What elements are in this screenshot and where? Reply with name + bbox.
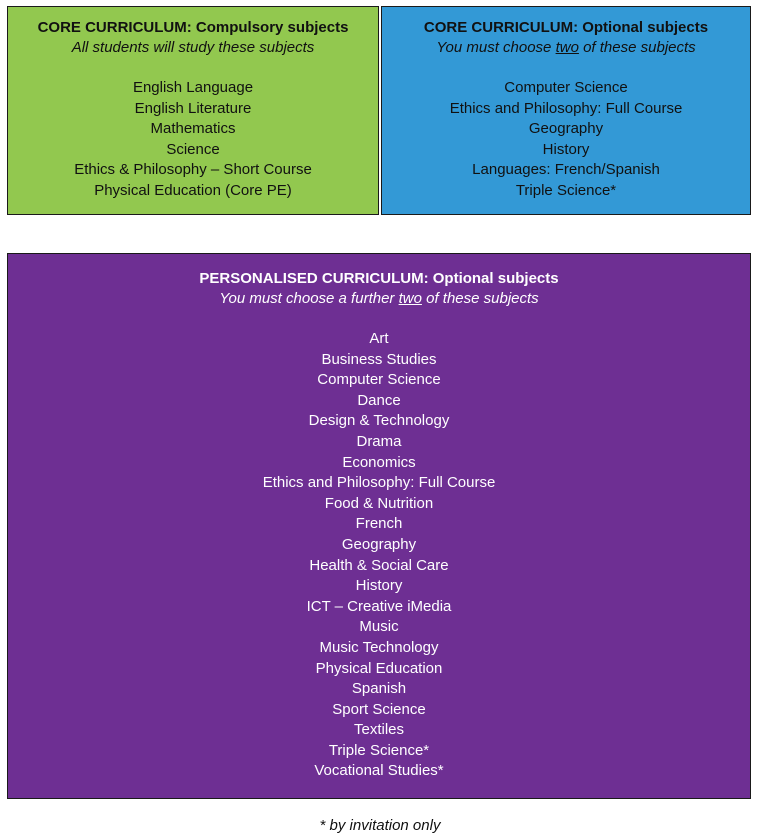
- subject-item: Economics: [342, 453, 416, 471]
- personalised-optional-subject-list: [8, 329, 750, 782]
- subject-item: Textiles: [353, 721, 405, 739]
- subject-item: Triple Science*: [515, 181, 617, 199]
- core-optional-subject-list: [382, 78, 750, 201]
- subject-item: Ethics & Philosophy – Short Course: [74, 161, 312, 178]
- core-compulsory-subtitle: All students will study these subjects: [71, 39, 315, 56]
- subject-item: Vocational Studies*: [314, 762, 444, 780]
- subject-item: History: [542, 140, 590, 158]
- subject-item: Dance: [357, 391, 401, 409]
- subject-item: Languages: French/Spanish: [472, 161, 660, 178]
- subject-item: Design & Technology: [308, 412, 450, 430]
- subject-item: Art: [369, 330, 389, 347]
- subject-item: Sport Science: [332, 700, 426, 718]
- core-compulsory-title: CORE CURRICULUM: Compulsory subjects: [37, 19, 349, 36]
- subject-item: Drama: [356, 432, 402, 450]
- subject-item: History: [355, 577, 403, 595]
- core-optional-title: CORE CURRICULUM: Optional subjects: [423, 19, 709, 36]
- subject-item: Geography: [528, 120, 604, 137]
- personalised-optional-subtitle: You must choose a further two of these subjects: [219, 290, 539, 307]
- subject-item: Ethics and Philosophy: Full Course: [449, 99, 683, 117]
- core-optional-panel: [381, 6, 751, 215]
- subject-item: Health & Social Care: [309, 556, 449, 574]
- emphasis-two: two: [398, 290, 422, 307]
- subject-item: Physical Education (Core PE): [94, 181, 292, 199]
- core-compulsory-subject-list: [8, 78, 378, 201]
- subject-item: ICT – Creative iMedia: [306, 597, 452, 615]
- subject-item: Food & Nutrition: [324, 494, 434, 512]
- emphasis-two: two: [555, 39, 579, 56]
- subject-item: Music: [359, 618, 399, 636]
- subject-item: French: [355, 515, 403, 533]
- core-optional-subtitle: You must choose two of these subjects: [436, 39, 696, 56]
- personalised-optional-panel: [7, 253, 751, 799]
- subject-item: Science: [166, 140, 220, 158]
- subject-item: Geography: [341, 535, 417, 553]
- subject-item: Computer Science: [317, 371, 441, 389]
- subject-item: Business Studies: [321, 350, 437, 368]
- subject-item: Ethics and Philosophy: Full Course: [262, 474, 496, 492]
- subject-item: Computer Science: [504, 79, 628, 96]
- subject-item: English Language: [132, 79, 254, 96]
- subject-item: English Literature: [134, 99, 252, 117]
- core-compulsory-panel: [7, 6, 379, 215]
- footnote: * by invitation only: [319, 817, 441, 834]
- subject-item: Triple Science*: [328, 741, 430, 759]
- subject-item: Physical Education: [315, 659, 443, 677]
- subject-item: Spanish: [351, 680, 407, 698]
- personalised-optional-title: PERSONALISED CURRICULUM: Optional subjects: [199, 270, 559, 287]
- subject-item: Mathematics: [150, 120, 236, 137]
- subject-item: Music Technology: [319, 638, 439, 656]
